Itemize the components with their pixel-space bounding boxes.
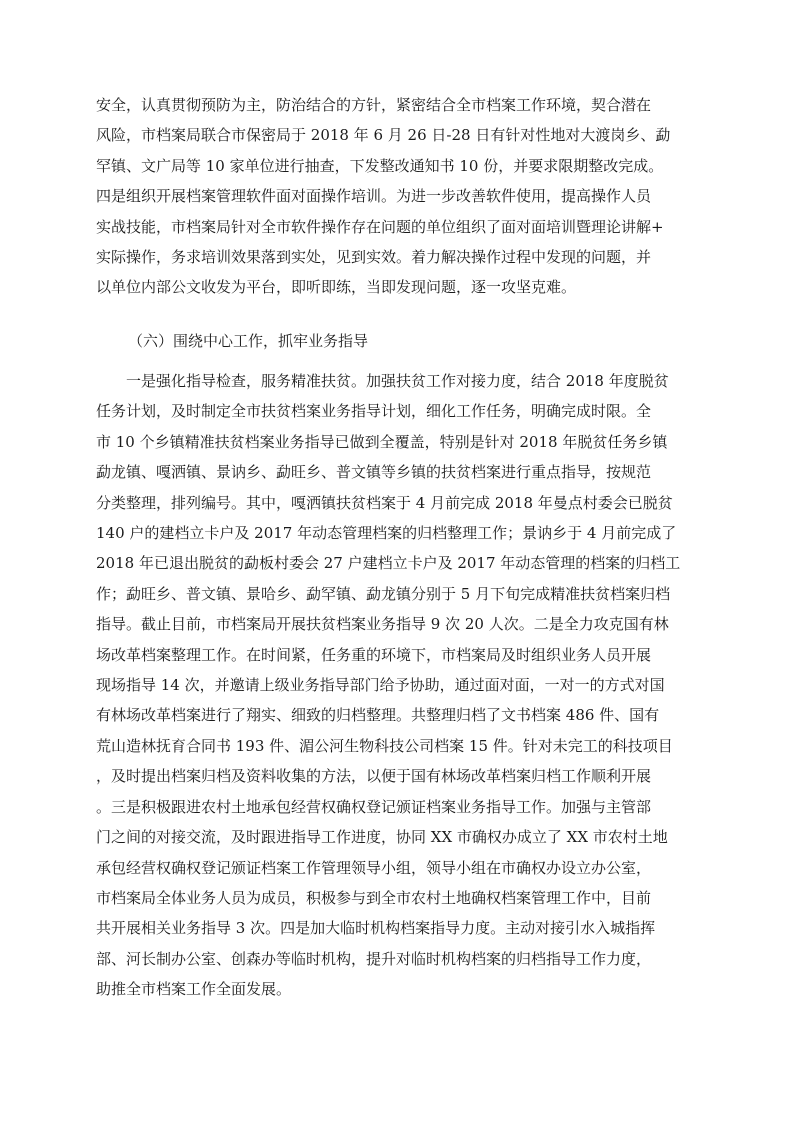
text-line: ，及时提出档案归档及资料收集的方法，以便于国有林场改革档案归档工作顺利开展	[96, 767, 652, 786]
text-line: 场改革档案整理工作。在时间紧，任务重的环境下，市档案局及时组织业务人员开展	[96, 645, 652, 664]
text-line: 罕镇、文广局等 10 家单位进行抽查，下发整改通知书 10 份，并要求限期整改完成。	[96, 156, 664, 175]
text-line: 共开展相关业务指导 3 次。四是加大临时机构档案指导力度。主动对接引水入城指挥	[96, 919, 656, 938]
text-line: 任务计划，及时制定全市扶贫档案业务指导计划，细化工作任务，明确完成时限。全	[96, 402, 652, 421]
text-line: 四是组织开展档案管理软件面对面操作培训。为进一步改善软件使用，提高操作人员	[96, 187, 652, 206]
text-line: 实战技能，市档案局针对全市软件操作存在问题的单位组织了面对面培训暨理论讲解+	[96, 217, 664, 236]
text-line: 荒山造林抚育合同书 193 件、湄公河生物科技公司档案 15 件。针对未完工的科技项目	[96, 736, 673, 755]
section-heading-wrap	[128, 326, 728, 356]
text-line: 2018 年已退出脱贫的勐板村委会 27 户建档立卡户及 2017 年动态管理的档案的归档工	[96, 554, 681, 573]
text-line: 承包经营权确权登记颁证档案工作管理领导小组，领导小组在市确权办设立办公室，	[96, 858, 652, 877]
text-line: 指导。截止目前，市档案局开展扶贫档案业务指导 9 次 20 人次。二是全力攻克国有林	[96, 615, 669, 634]
text-line: 以单位内部公文收发为平台，即听即练，当即发现问题，逐一攻坚克难。	[96, 278, 577, 297]
text-line: 一是强化指导检查，服务精准扶贫。加强扶贫工作对接力度，结合 2018 年度脱贫	[126, 372, 669, 390]
text-line: 实际操作，务求培训效果落到实处，见到实效。着力解决操作过程中发现的问题，并	[96, 248, 652, 267]
text-line: 现场指导 14 次，并邀请上级业务指导部门给予协助，通过面对面，一对一的方式对国	[96, 676, 665, 695]
text-line: 作；勐旺乡、普文镇、景哈乡、勐罕镇、勐龙镇分别于 5 月下旬完成精准扶贫档案归档	[96, 584, 671, 603]
text-line: 分类整理，排列编号。其中，嘎洒镇扶贫档案于 4 月前完成 2018 年曼点村委会已脱贫	[96, 493, 673, 512]
text-line: 有林场改革档案进行了翔实、细致的归档整理。共整理归档了文书档案 486 件、国有	[96, 706, 660, 725]
text-line: 市档案局全体业务人员为成员，积极参与到全市农村土地确权档案管理工作中，目前	[96, 888, 652, 907]
text-line: 。三是积极跟进农村土地承包经营权确权登记颁证档案业务指导工作。加强与主管部	[96, 797, 652, 816]
text-line: 助推全市档案工作全面发展。	[96, 980, 292, 999]
text-line: 安全，认真贯彻预防为主，防治结合的方针，紧密结合全市档案工作环境，契合潜在	[96, 96, 652, 114]
text-line: 风险，市档案局联合市保密局于 2018 年 6 月 26 日-28 日有针对性地对大渡岗乡、勐	[96, 126, 671, 145]
text-line: 市 10 个乡镇精准扶贫档案业务指导已做到全覆盖，特别是针对 2018 年脱贫任务乡镇	[96, 432, 668, 451]
text-line: 门之间的对接交流，及时跟进指导工作进度，协同 XX 市确权办成立了 XX 市农村土地	[96, 828, 668, 847]
section-heading: （六）围绕中心工作，抓牢业务指导	[128, 332, 369, 350]
text-line: 勐龙镇、嘎洒镇、景讷乡、勐旺乡、普文镇等乡镇的扶贫档案进行重点指导，按规范	[96, 463, 652, 482]
text-line: 部、河长制办公室、创森办等临时机构，提升对临时机构档案的归档指导工作力度，	[96, 949, 652, 968]
paragraph-guidance	[96, 366, 696, 1005]
text-line: 140 户的建档立卡户及 2017 年动态管理档案的归档整理工作；景讷乡于 4 月前完成了	[96, 524, 677, 543]
paragraph-security	[96, 90, 696, 303]
